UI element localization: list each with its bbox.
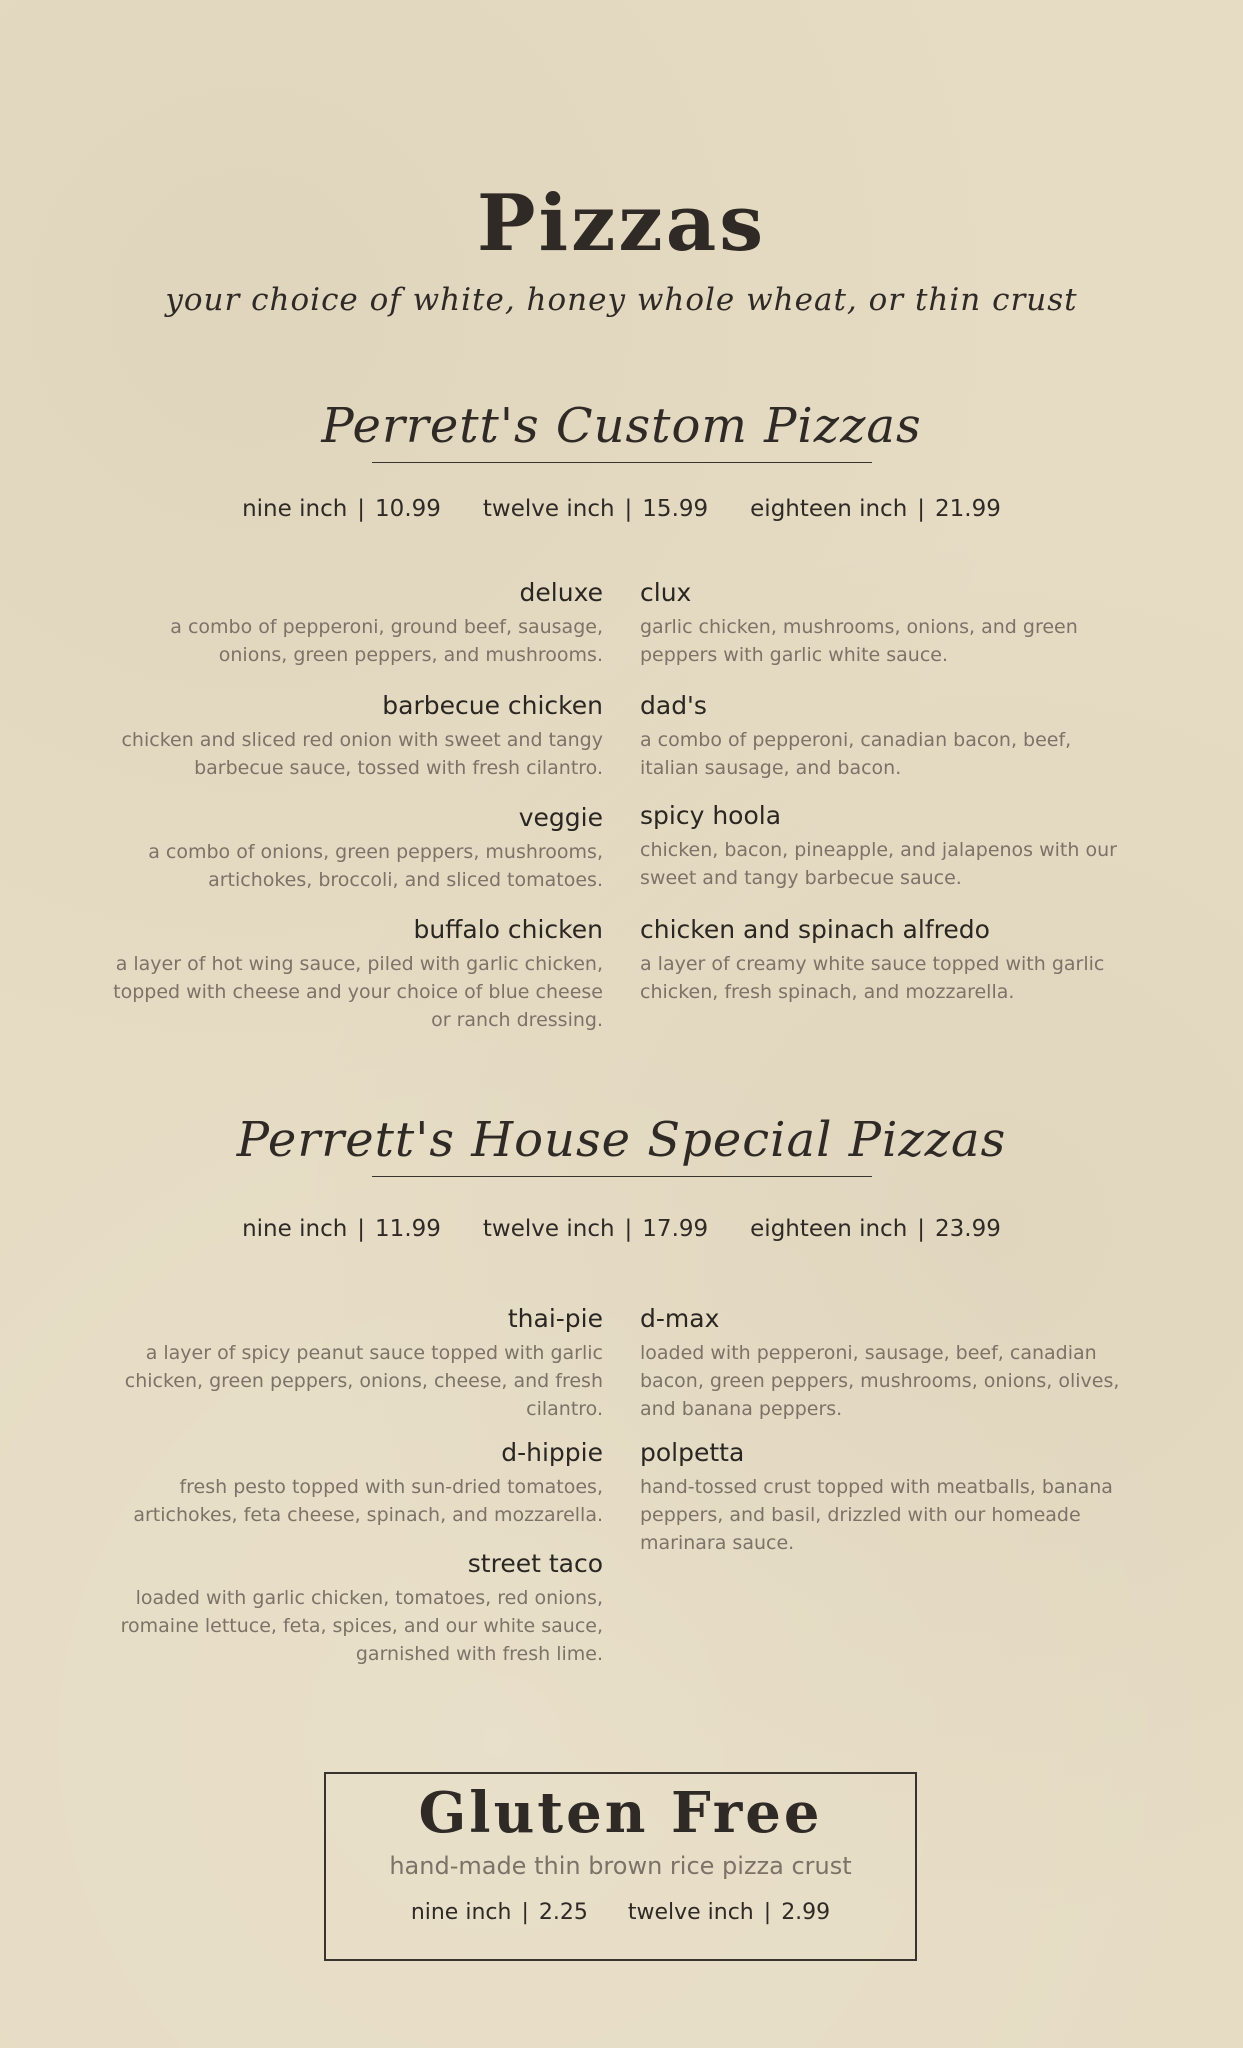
item-description: loaded with garlic chicken, tomatoes, red onions, romaine lettuce, feta, spices, and our white sauce, garnished with fresh lime.	[120, 1587, 603, 1665]
menu-item-clux	[640, 578, 1120, 669]
size-price: 10.99	[375, 496, 441, 522]
size-price: 2.25	[538, 1900, 588, 1925]
size-price: 11.99	[375, 1216, 441, 1242]
item-description: a layer of creamy white sauce topped with garlic chicken, fresh spinach, and mozzarella.	[640, 953, 1105, 1003]
item-description: chicken, bacon, pineapple, and jalapenos with our sweet and tangy barbecue sauce.	[640, 839, 1117, 889]
size-label: nine inch	[242, 1216, 348, 1242]
menu-item-chicken-spinach-alfredo	[640, 915, 1120, 1006]
house-price-nine: nine inch | 11.99	[242, 1216, 441, 1242]
page-title: Pizzas	[476, 178, 767, 269]
item-name: polpetta	[640, 1438, 745, 1467]
item-name: thai-pie	[507, 1304, 603, 1333]
item-name: dad's	[640, 691, 707, 720]
size-label: nine inch	[242, 496, 348, 522]
custom-price-eighteen: eighteen inch | 21.99	[750, 496, 1001, 522]
size-label: eighteen inch	[750, 1216, 908, 1242]
custom-pizzas-heading: Perrett's Custom Pizzas	[321, 398, 922, 454]
house-right-column	[640, 1304, 1120, 1684]
custom-price-twelve: twelve inch | 15.99	[482, 496, 709, 522]
size-price: 17.99	[642, 1216, 709, 1242]
house-price-row	[0, 1216, 1243, 1242]
menu-item-veggie	[110, 803, 603, 894]
item-description: loaded with pepperoni, sausage, beef, canadian bacon, green peppers, mushrooms, onions, olives, and banana peppers.	[640, 1342, 1120, 1420]
menu-item-deluxe	[110, 578, 603, 669]
gluten-free-description: hand-made thin brown rice pizza crust	[389, 1852, 852, 1880]
item-name: buffalo chicken	[413, 915, 603, 944]
item-name: d-max	[640, 1304, 720, 1333]
size-label: nine inch	[410, 1900, 512, 1925]
item-description: garlic chicken, mushrooms, onions, and green peppers with garlic white sauce.	[640, 616, 1078, 666]
size-label: twelve inch	[627, 1900, 754, 1925]
item-name: chicken and spinach alfredo	[640, 915, 990, 944]
item-description: fresh pesto topped with sun-dried tomatoes, artichokes, feta cheese, spinach, and mozzarella.	[133, 1476, 603, 1526]
size-price: 21.99	[935, 496, 1001, 522]
house-price-twelve: twelve inch | 17.99	[482, 1216, 709, 1242]
menu-item-street-taco	[110, 1549, 603, 1668]
house-heading-rule	[372, 1176, 872, 1177]
menu-item-thai-pie	[110, 1304, 603, 1423]
menu-item-d-max	[640, 1304, 1120, 1423]
size-label: eighteen inch	[750, 496, 908, 522]
item-name: clux	[640, 578, 692, 607]
house-pizzas-heading: Perrett's House Special Pizzas	[236, 1112, 1007, 1168]
item-description: a combo of pepperoni, ground beef, sausage, onions, green peppers, and mushrooms.	[170, 616, 603, 666]
crust-options-subtitle: your choice of white, honey whole wheat, or thin crust	[165, 282, 1078, 318]
item-name: deluxe	[519, 578, 603, 607]
custom-right-column	[640, 578, 1120, 1038]
menu-item-buffalo-chicken	[110, 915, 603, 1034]
house-left-column	[110, 1304, 603, 1684]
menu-item-spicy-hoola	[640, 801, 1120, 892]
item-name: d-hippie	[501, 1438, 603, 1467]
item-name: spicy hoola	[640, 801, 782, 830]
item-description: a layer of spicy peanut sauce topped with garlic chicken, green peppers, onions, cheese, and fresh cilantro.	[124, 1342, 603, 1420]
custom-heading-rule	[372, 462, 872, 463]
item-name: street taco	[467, 1549, 603, 1578]
size-price: 23.99	[935, 1216, 1001, 1242]
house-price-eighteen: eighteen inch | 23.99	[750, 1216, 1001, 1242]
size-price: 15.99	[642, 496, 709, 522]
gluten-free-title: Gluten Free	[418, 1780, 823, 1846]
gluten-free-price-nine: nine inch | 2.25	[410, 1900, 588, 1925]
custom-price-nine: nine inch | 10.99	[242, 496, 441, 522]
item-name: barbecue chicken	[382, 691, 603, 720]
menu-item-polpetta	[640, 1438, 1120, 1557]
custom-price-row	[0, 496, 1243, 522]
menu-item-dads	[640, 691, 1120, 782]
size-price: 2.99	[781, 1900, 831, 1925]
size-label: twelve inch	[482, 1216, 615, 1242]
menu-item-barbecue-chicken	[110, 691, 603, 782]
size-label: twelve inch	[482, 496, 615, 522]
gluten-free-box	[324, 1772, 917, 1961]
gluten-free-price-row	[326, 1900, 915, 1925]
menu-item-d-hippie	[110, 1438, 603, 1529]
item-description: chicken and sliced red onion with sweet and tangy barbecue sauce, tossed with fresh cilantro.	[121, 729, 603, 779]
item-description: a combo of pepperoni, canadian bacon, beef, italian sausage, and bacon.	[640, 729, 1072, 779]
item-description: a combo of onions, green peppers, mushrooms, artichokes, broccoli, and sliced tomatoes.	[148, 841, 603, 891]
item-description: a layer of hot wing sauce, piled with garlic chicken, topped with cheese and your choice of blue cheese or ranch dressing.	[113, 953, 603, 1031]
item-description: hand-tossed crust topped with meatballs, banana peppers, and basil, drizzled with our homeade marinara sauce.	[640, 1476, 1113, 1554]
custom-left-column	[110, 578, 603, 1038]
item-name: veggie	[518, 803, 603, 832]
gluten-free-price-twelve: twelve inch | 2.99	[627, 1900, 831, 1925]
